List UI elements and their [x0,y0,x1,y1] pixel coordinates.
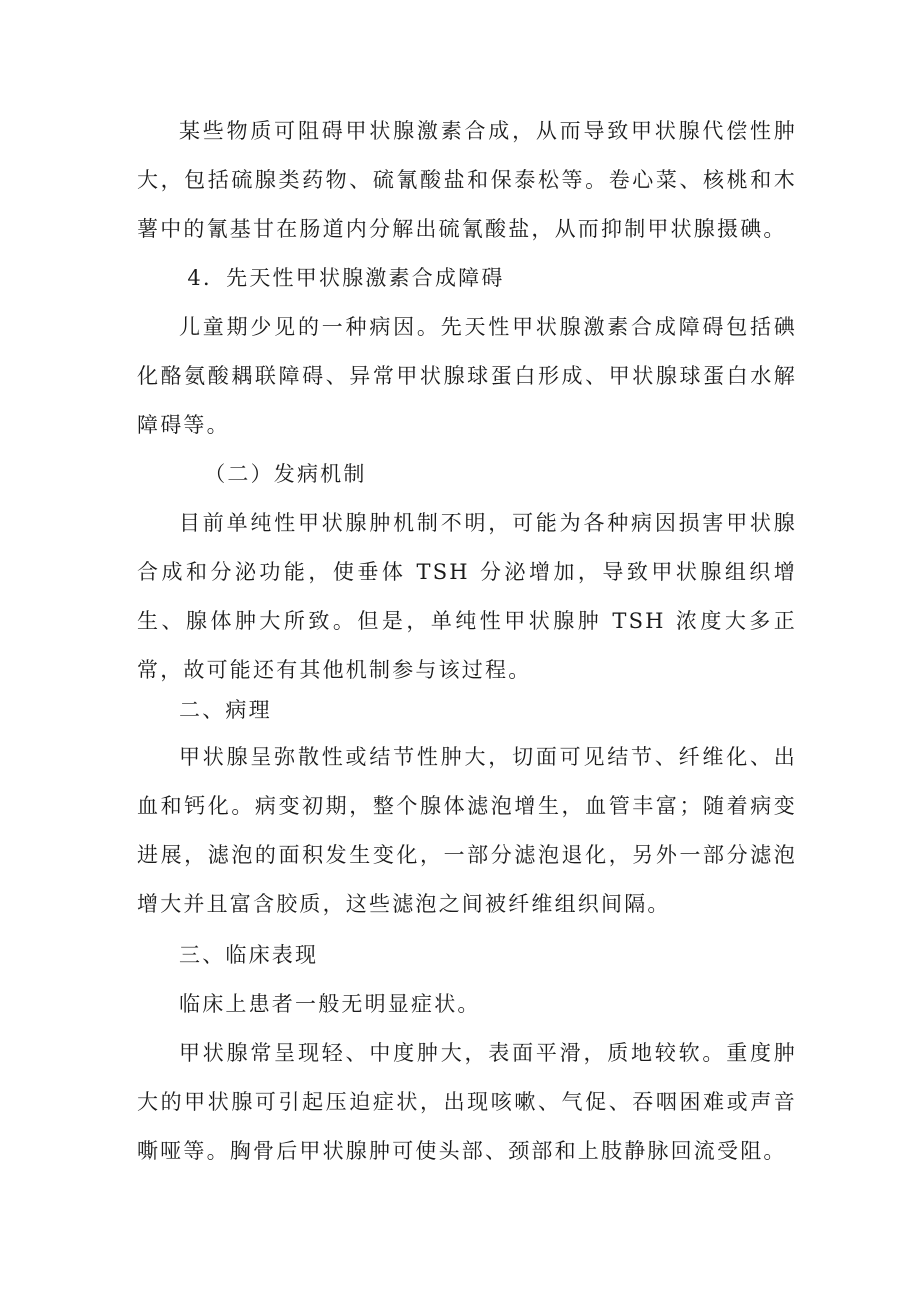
paragraph-pathology: 甲状腺呈弥散性或结节性肿大，切面可见结节、纤维化、出血和钙化。病变初期，整个腺体滤泡增生，血管丰富；随着病变进展，滤泡的面积发生变化，一部分滤泡退化，另外一部分滤泡增大并且富含胶质，这些滤泡之间被纤维组织间隔。 [137,745,797,916]
heading-pathology: 二、病理 [179,698,272,722]
paragraph-goitrogens: 某些物质可阻碍甲状腺激素合成，从而导致甲状腺代偿性肿大，包括硫腺类药物、硫氰酸盐和保泰松等。卷心菜、核桃和木薯中的氰基甘在肠道内分解出硫氰酸盐，从而抑制甲状腺摄碘。 [137,119,797,241]
heading-pathogenesis: （二）发病机制 [204,462,367,486]
paragraph-enlargement: 甲状腺常呈现轻、中度肿大，表面平滑，质地较软。重度肿大的甲状腺可引起压迫症状，出现咳嗽、气促、吞咽困难或声音嘶哑等。胸骨后甲状腺肿可使头部、颈部和上肢静脉回流受阻。 [137,1041,797,1163]
paragraph-congenital-defect: 儿童期少见的一种病因。先天性甲状腺激素合成障碍包括碘化酪氨酸耦联障碍、异常甲状腺球蛋白形成、甲状腺球蛋白水解障碍等。 [137,315,797,437]
paragraph-pathogenesis: 目前单纯性甲状腺肿机制不明，可能为各种病因损害甲状腺合成和分泌功能，使垂体 TSH 分泌增加，导致甲状腺组织增生、腺体肿大所致。但是，单纯性甲状腺肿 TSH 浓度大多正常，故可能还有其他机制参与该过程。 [137,511,797,682]
heading-congenital-synthesis-defect: 4．先天性甲状腺激素合成障碍 [187,266,505,290]
paragraph-no-symptoms: 临床上患者一般无明显症状。 [179,992,481,1016]
heading-clinical-manifestations: 三、临床表现 [179,943,319,967]
